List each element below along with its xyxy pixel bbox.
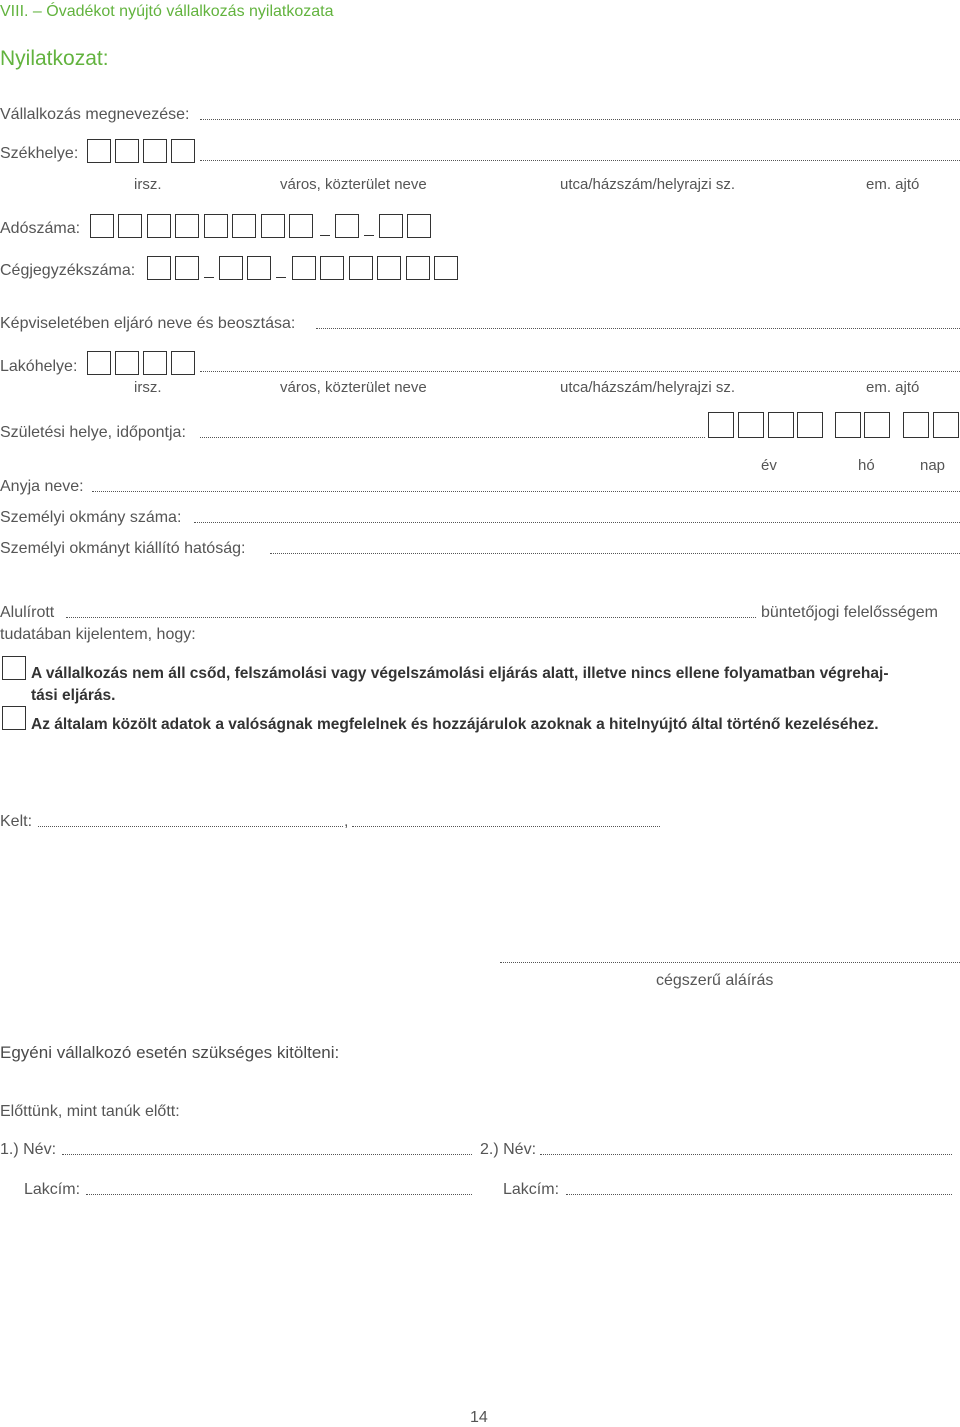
digit-box[interactable] [118, 214, 142, 238]
month-caption: hó [858, 457, 875, 474]
digit-box[interactable] [379, 214, 403, 238]
liability-text: büntetőjogi felelősségem [761, 604, 939, 621]
digit-box[interactable] [320, 256, 344, 280]
signer-name-field[interactable] [66, 617, 756, 618]
residence-street-caption: utca/házszám/helyrajzi sz. [560, 379, 736, 396]
digit-box[interactable] [115, 351, 139, 375]
digit-box[interactable] [147, 256, 171, 280]
digit-box[interactable] [377, 256, 401, 280]
seat-street-caption: utca/házszám/helyrajzi sz. [560, 176, 736, 193]
digit-box[interactable] [768, 412, 794, 438]
digit-box[interactable] [434, 256, 458, 280]
digit-box[interactable] [261, 214, 285, 238]
digit-box[interactable] [289, 214, 313, 238]
digit-box[interactable] [903, 412, 929, 438]
dated-date-field[interactable] [352, 826, 660, 827]
declaration-item-1-line1: A vállalkozás nem áll csőd, felszámolási vagy végelszámolási eljárás alatt, illetve nincs ellene folyamatban végrehaj- [31, 665, 889, 682]
seat-floor-caption: em. ajtó [866, 176, 920, 193]
witness-2-address-field[interactable] [566, 1194, 952, 1195]
residence-city-caption: város, közterület neve [280, 379, 427, 396]
digit-box[interactable] [115, 139, 139, 163]
digit-box[interactable] [171, 351, 195, 375]
digit-box[interactable] [171, 139, 195, 163]
mother-field[interactable] [92, 491, 960, 492]
residence-floor-caption: em. ajtó [866, 379, 920, 396]
digit-box[interactable] [247, 256, 271, 280]
id-number-field[interactable] [194, 522, 960, 523]
digit-box[interactable] [219, 256, 243, 280]
witness-1-address-label: Lakcím: [24, 1181, 81, 1198]
company-reg-label: Cégjegyzékszáma: [0, 262, 136, 279]
witness-2-name-label: 2.) Név: [480, 1141, 537, 1158]
representative-field[interactable] [316, 328, 960, 329]
seat-city-caption: város, közterület neve [280, 176, 427, 193]
digit-box[interactable] [797, 412, 823, 438]
witness-2-name-field[interactable] [540, 1154, 952, 1155]
digit-box[interactable] [708, 412, 734, 438]
declaration-checkbox-1[interactable] [2, 656, 26, 680]
dated-place-field[interactable] [38, 826, 343, 827]
representative-label: Képviseletében eljáró neve és beosztása: [0, 315, 296, 332]
digit-box[interactable] [147, 214, 171, 238]
seat-field[interactable] [200, 160, 960, 161]
residence-zip-caption: irsz. [134, 379, 162, 396]
digit-box[interactable] [738, 412, 764, 438]
year-caption: év [761, 457, 777, 474]
separator-dash [364, 235, 374, 236]
digit-box[interactable] [835, 412, 861, 438]
page-number: 14 [470, 1409, 488, 1426]
separator-dash [320, 235, 330, 236]
day-caption: nap [920, 457, 946, 474]
section-header: VIII. – Óvadékot nyújtó vállalkozás nyilatkozata [0, 3, 334, 20]
digit-box[interactable] [87, 139, 111, 163]
birth-label: Születési helye, időpontja: [0, 424, 186, 441]
digit-box[interactable] [90, 214, 114, 238]
company-name-field[interactable] [200, 119, 960, 120]
sole-trader-title: Egyéni vállalkozó esetén szükséges kitölteni: [0, 1043, 340, 1062]
dated-label: Kelt: [0, 813, 33, 830]
declaration-checkbox-2[interactable] [2, 706, 26, 730]
witness-2-address-label: Lakcím: [503, 1181, 560, 1198]
seat-label: Székhelye: [0, 145, 79, 162]
witness-1-name-label: 1.) Név: [0, 1141, 57, 1158]
signer-label: Alulírott [0, 604, 55, 621]
digit-box[interactable] [292, 256, 316, 280]
signature-field[interactable] [500, 962, 960, 963]
declaration-intro: tudatában kijelentem, hogy: [0, 626, 196, 643]
digit-box[interactable] [407, 214, 431, 238]
digit-box[interactable] [175, 214, 199, 238]
digit-box[interactable] [933, 412, 959, 438]
id-number-label: Személyi okmány száma: [0, 509, 182, 526]
digit-box[interactable] [175, 256, 199, 280]
digit-box[interactable] [349, 256, 373, 280]
separator-dash [276, 277, 286, 278]
digit-box[interactable] [864, 412, 890, 438]
residence-field[interactable] [200, 371, 960, 372]
residence-label: Lakóhelye: [0, 358, 78, 375]
company-name-label: Vállalkozás megnevezése: [0, 106, 190, 123]
dated-separator: , [344, 813, 349, 830]
digit-box[interactable] [335, 214, 359, 238]
page-title: Nyilatkozat: [0, 47, 109, 70]
seat-zip-caption: irsz. [134, 176, 162, 193]
witness-1-address-field[interactable] [86, 1194, 472, 1195]
tax-number-label: Adószáma: [0, 220, 81, 237]
witness-1-name-field[interactable] [62, 1154, 472, 1155]
declaration-item-2: Az általam közölt adatok a valóságnak megfelelnek és hozzájárulok azoknak a hitelnyújtó által történő kezeléséhez. [31, 716, 879, 733]
digit-box[interactable] [232, 214, 256, 238]
digit-box[interactable] [143, 351, 167, 375]
birth-place-field[interactable] [200, 437, 705, 438]
digit-box[interactable] [143, 139, 167, 163]
mother-label: Anyja neve: [0, 478, 84, 495]
id-authority-field[interactable] [270, 553, 960, 554]
separator-dash [204, 277, 214, 278]
digit-box[interactable] [406, 256, 430, 280]
digit-box[interactable] [204, 214, 228, 238]
id-authority-label: Személyi okmányt kiállító hatóság: [0, 540, 246, 557]
declaration-item-1-line2: tási eljárás. [31, 687, 116, 704]
digit-box[interactable] [87, 351, 111, 375]
signature-caption: cégszerű aláírás [656, 972, 774, 989]
witness-intro: Előttünk, mint tanúk előtt: [0, 1103, 180, 1120]
